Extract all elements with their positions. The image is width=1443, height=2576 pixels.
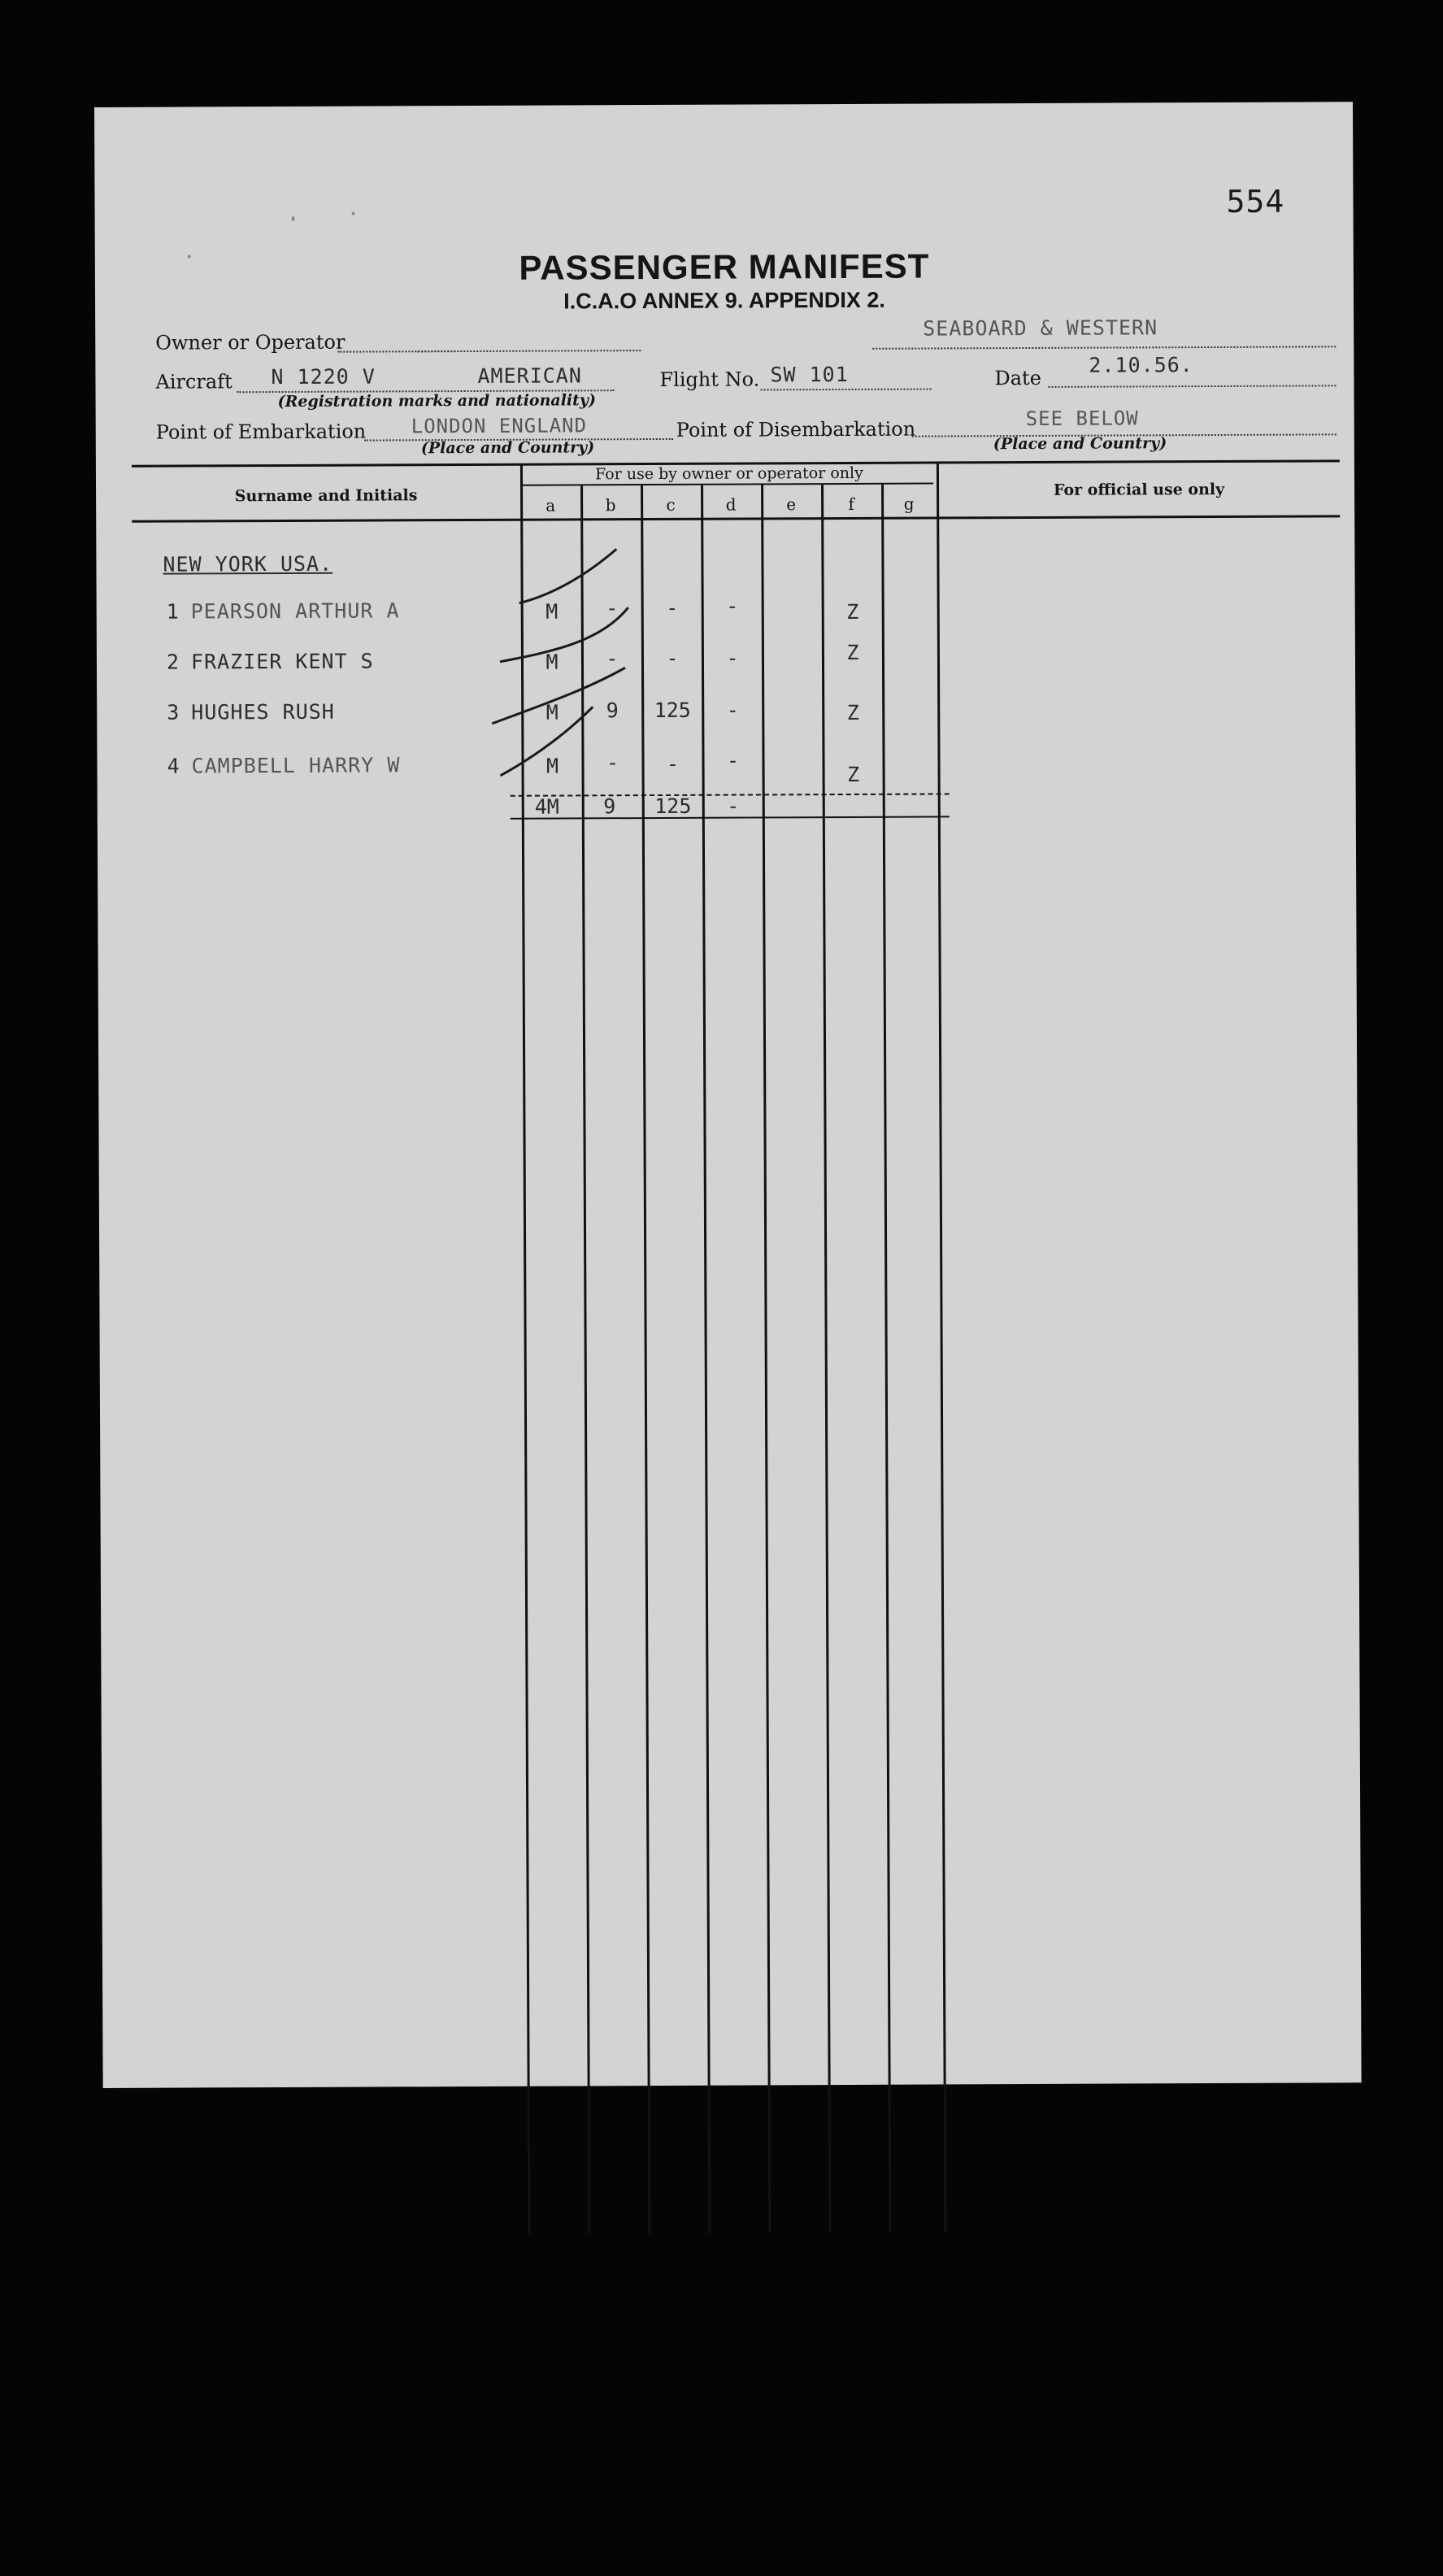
owner-value: SEABOARD & WESTERN: [923, 315, 1158, 341]
row-number: 2: [166, 650, 180, 674]
column-header-c: c: [666, 494, 676, 515]
cell-b: -: [606, 751, 619, 775]
official-use-header: For official use only: [1053, 480, 1225, 499]
embarkation-value: LONDON ENGLAND: [411, 414, 588, 438]
column-header-d: d: [725, 494, 737, 515]
cell-f: Z: [846, 599, 859, 624]
aircraft-label: Aircraft: [155, 370, 233, 394]
cell-b: 9: [606, 698, 619, 723]
cell-d: -: [726, 748, 740, 772]
form-title: PASSENGER MANIFEST: [519, 246, 930, 287]
cell-c: 125: [654, 698, 691, 723]
embarkation-caption: (Place and Country): [420, 438, 595, 458]
check-stroke: [492, 668, 625, 724]
cell-a: M: [545, 650, 559, 674]
disembarkation-label: Point of Disembarkation: [676, 417, 916, 442]
total-d: -: [727, 794, 740, 818]
row-number: 4: [167, 754, 180, 778]
cell-a: M: [545, 754, 559, 778]
cell-a: M: [545, 599, 559, 624]
total-c: 125: [654, 794, 692, 819]
column-header-f: f: [848, 494, 854, 514]
cell-f: Z: [846, 762, 860, 786]
disembarkation-caption: (Place and Country): [993, 434, 1167, 454]
column-header-g: g: [903, 494, 915, 514]
disembarkation-value: SEE BELOW: [1025, 407, 1139, 431]
cell-f: Z: [846, 700, 859, 724]
date-value: 2.10.56.: [1089, 353, 1193, 377]
cell-c: -: [666, 646, 679, 670]
column-header-b: b: [605, 495, 616, 516]
registration-caption: (Registration marks and nationality): [277, 391, 596, 411]
cell-d: -: [726, 698, 739, 722]
total-b: 9: [603, 794, 616, 819]
cell-c: -: [666, 751, 680, 776]
passenger-name: CAMPBELL HARRY W: [191, 753, 401, 778]
date-label: Date: [994, 366, 1041, 390]
row-number: 3: [167, 700, 180, 724]
check-stroke: [500, 607, 628, 662]
cell-b: -: [606, 596, 619, 620]
cell-a: M: [545, 700, 559, 724]
passenger-name: PEARSON ARTHUR A: [190, 598, 400, 624]
embarkation-label: Point of Embarkation: [155, 420, 367, 444]
check-stroke: [519, 549, 616, 603]
form-subtitle: I.C.A.O ANNEX 9. APPENDIX 2.: [563, 287, 885, 314]
owner-label: Owner or Operator: [155, 330, 346, 355]
passenger-name: FRAZIER KENT S: [190, 649, 374, 674]
column-header-e: e: [786, 494, 797, 515]
cell-f: Z: [846, 640, 859, 664]
page-number: 554: [1226, 183, 1285, 220]
pen-check-marks: [94, 102, 1356, 839]
aircraft-registration: N 1220 V: [271, 364, 376, 389]
row-number: 1: [166, 599, 180, 624]
cell-b: -: [606, 646, 619, 671]
cell-d: -: [726, 594, 739, 618]
owner-use-header: For use by owner or operator only: [595, 463, 863, 484]
aircraft-nationality: AMERICAN: [477, 363, 582, 388]
check-stroke: [500, 707, 593, 778]
cell-d: -: [726, 646, 739, 670]
section-heading: NEW YORK USA.: [163, 551, 333, 577]
surname-header: Surname and Initials: [234, 486, 418, 506]
total-a: 4M: [534, 794, 559, 819]
flight-number: SW 101: [770, 362, 849, 387]
cell-c: -: [666, 595, 679, 620]
manifest-sheet: [94, 102, 1362, 2088]
flight-label: Flight No.: [659, 368, 760, 391]
passenger-name: HUGHES RUSH: [191, 699, 335, 724]
column-header-a: a: [545, 495, 556, 516]
